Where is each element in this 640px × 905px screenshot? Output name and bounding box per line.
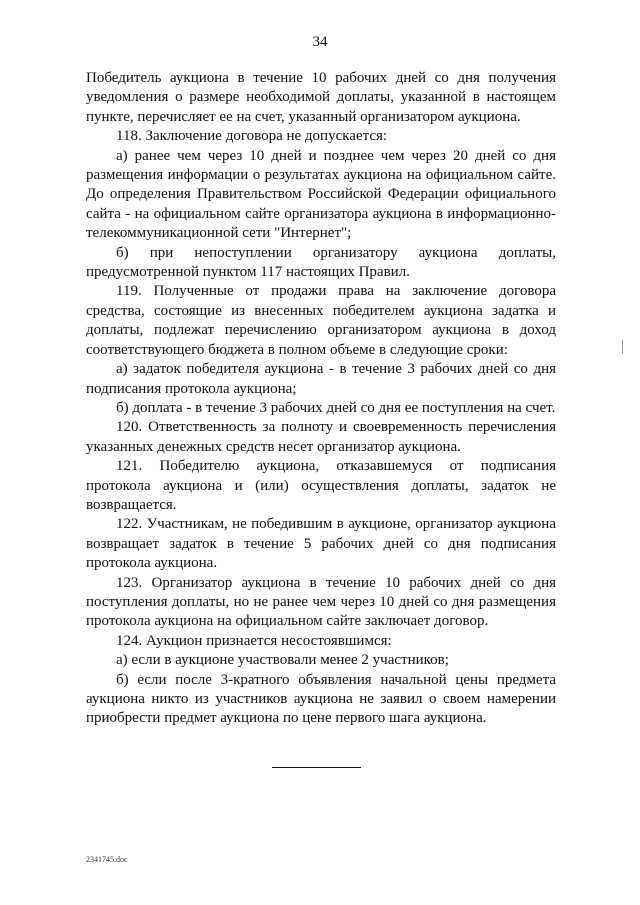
paragraph-123: 123. Организатор аукциона в течение 10 рабочих дней со дня поступления доплаты, но не ранее чем через 10 дней со дня размещения протокола аукциона на официальном сайте заключает договор. <box>86 574 556 630</box>
paragraph-124-a: а) если в аукционе участвовали менее 2 участников; <box>116 652 449 669</box>
paragraph-119-a: а) задаток победителя аукциона - в течение 3 рабочих дней со дня подписания протокола аукциона; <box>86 361 556 397</box>
paragraph-117-continuation: Победитель аукциона в течение 10 рабочих дней со дня получения уведомления о размере необходимой доплаты, указанной в настоящем пункте, перечисляет ее на счет, указанный организатором аукциона. <box>86 70 556 125</box>
paragraph-120: 120. Ответственность за полноту и своевременность перечисления указанных денежных средств несет организатор аукциона. <box>86 419 556 455</box>
paragraph-118-b: б) при непоступлении организатору аукциона доплаты, предусмотренной пунктом 117 настоящих Правил. <box>86 244 556 281</box>
page-number: 34 <box>312 34 328 50</box>
paragraph-119-b: б) доплата - в течение 3 рабочих дней со дня ее поступления на счет. <box>116 399 556 416</box>
paragraph-119: 119. Полученные от продажи права на заключение договора средства, состоящие из внесенных победителем аукциона задатка и доплаты, подлежат перечислению организатором аукциона в доход соответствующего бюджета в полном объеме в следующие сроки: <box>86 283 556 358</box>
paragraph-124: 124. Аукцион признается несостоявшимся: <box>116 632 392 649</box>
paragraph-122: 122. Участникам, не победившим в аукционе, организатор аукциона возвращает задаток в течение 5 рабочих дней со дня подписания протокола аукциона. <box>86 516 556 572</box>
paragraph-124-b: б) если после 3-кратного объявления начальной цены предмета аукциона никто из участников аукциона не заявил о своем намерении приобрести предмет аукциона по цене первого шага аукциона. <box>86 671 556 727</box>
paragraph-118: 118. Заключение договора не допускается: <box>116 128 388 145</box>
document-body <box>86 69 556 729</box>
paragraph-118-a: а) ранее чем через 10 дней и позднее чем через 20 дней со дня размещения информации о результатах аукциона на официальном сайте. До определения Правительством Российской Федерации официального сайта - на официальном сайте организатора аукциона в информационно-телекоммуникационной сети "Интернет"; <box>86 147 556 242</box>
end-divider <box>272 767 361 768</box>
scan-edge-mark <box>622 340 623 354</box>
paragraph-121: 121. Победителю аукциона, отказавшемуся от подписания протокола аукциона и (или) осуществления доплаты, задаток не возвращается. <box>86 458 556 513</box>
footer-filename: 2341745.doc <box>86 855 128 864</box>
